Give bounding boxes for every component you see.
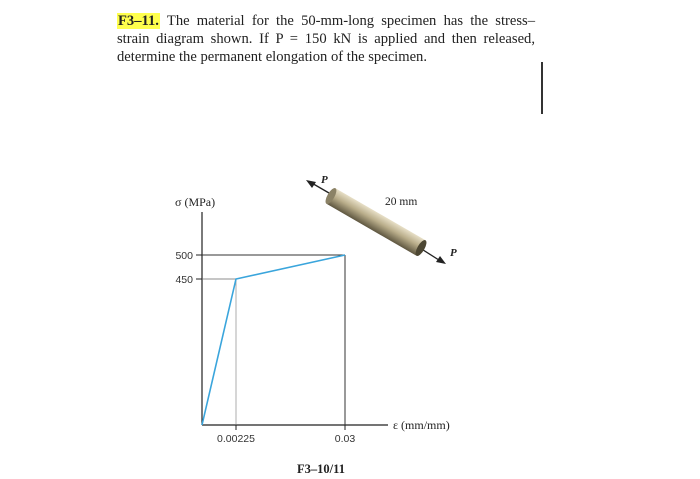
y-tick-label-450: 450 [175, 274, 193, 286]
stress-strain-curve [202, 255, 345, 425]
x-tick-label-000225: 0.00225 [217, 433, 255, 445]
specimen-rod [306, 174, 457, 264]
x-axis-label: ε (mm/mm) [393, 418, 450, 432]
load-arrow-top-head [306, 180, 316, 188]
load-label-top: P [321, 174, 328, 186]
load-label-bottom: P [450, 247, 457, 259]
problem-text: The material for the 50-mm-long specimen has the stress–strain diagram shown. If P = 150 kN is applied and then released, determine the permanent elongation of the specimen. [117, 13, 535, 65]
y-axis-label: σ (MPa) [175, 195, 216, 209]
figure-caption: F3–10/11 [297, 462, 345, 476]
problem-number: F3–11. [118, 13, 159, 29]
x-tick-label-003: 0.03 [334, 433, 356, 445]
y-tick-label-500: 500 [175, 250, 193, 262]
diameter-label: 20 mm [385, 196, 418, 208]
load-arrow-bottom-head [436, 256, 446, 264]
